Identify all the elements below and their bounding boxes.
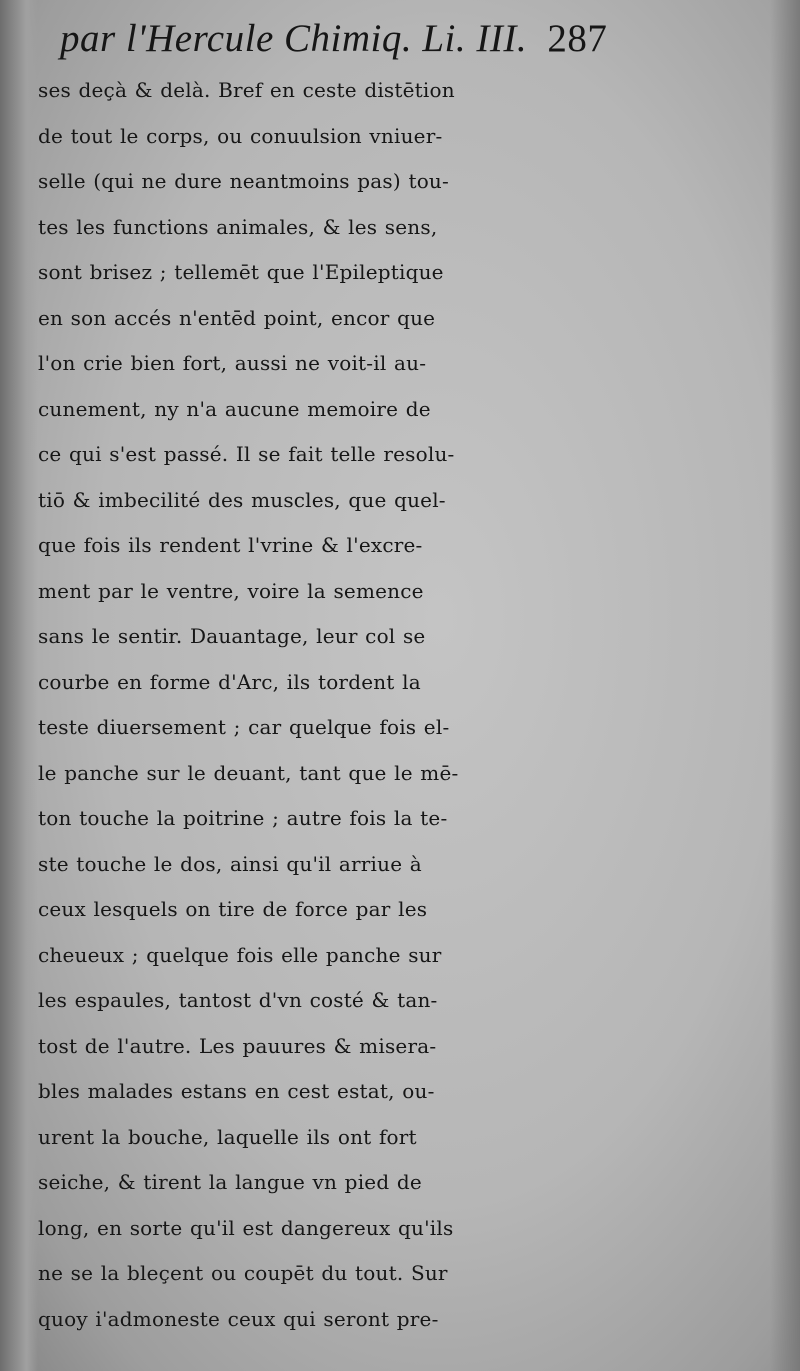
page-edge-shadow-left <box>0 0 38 1371</box>
running-head-title: par l'Hercule Chimiq. Li. III. <box>60 17 528 60</box>
text-line: cheueux ; quelque fois elle panche sur <box>38 942 442 967</box>
text-line: courbe en forme d'Arc, ils tordent la <box>38 669 421 694</box>
text-line: ses deçà & delà. Bref en ceste distētion <box>38 78 455 102</box>
running-head <box>60 14 640 64</box>
text-line: de tout le corps, ou conuulsion vniuer- <box>38 123 443 148</box>
text-line: long, en sorte qu'il est dangereux qu'ils <box>38 1215 454 1240</box>
text-line: ceux lesquels on tire de force par les <box>38 897 428 921</box>
text-line: cunement, ny n'a aucune memoire de <box>38 396 431 421</box>
text-line: en son accés n'entēd point, encor que <box>38 305 436 330</box>
page-number: 287 <box>547 17 608 60</box>
text-line: ce qui s'est passé. Il se fait telle resolu- <box>38 442 455 466</box>
text-line: bles malades estans en cest estat, ou- <box>38 1079 435 1103</box>
text-line: ste touche le dos, ainsi qu'il arriue à <box>38 851 422 876</box>
text-line: ton touche la poitrine ; autre fois la te- <box>38 806 448 830</box>
text-line: urent la bouche, laquelle ils ont fort <box>38 1124 417 1149</box>
text-line: tost de l'autre. Les pauures & misera- <box>38 1033 437 1058</box>
body-text <box>38 68 648 1342</box>
text-line: quoy i'admoneste ceux qui seront pre- <box>38 1306 439 1331</box>
text-line: sont brisez ; tellemēt que l'Epileptique <box>38 260 444 284</box>
text-line: le panche sur le deuant, tant que le mē- <box>38 760 459 785</box>
text-line: teste diuersement ; car quelque fois el- <box>38 715 450 739</box>
text-line: selle (qui ne dure neantmoins pas) tou- <box>38 169 449 193</box>
text-line: tes les functions animales, & les sens, <box>38 214 438 239</box>
text-line: l'on crie bien fort, aussi ne voit-il au- <box>38 351 427 375</box>
text-line: sans le sentir. Dauantage, leur col se <box>38 624 426 648</box>
text-line: ne se la bleçent ou coupēt du tout. Sur <box>38 1261 448 1285</box>
text-line: les espaules, tantost d'vn costé & tan- <box>38 988 438 1012</box>
text-line: ment par le ventre, voire la semence <box>38 578 424 603</box>
text-line: seiche, & tirent la langue vn pied de <box>38 1170 422 1194</box>
text-line: tiō & imbecilité des muscles, que quel- <box>38 487 446 512</box>
text-line: que fois ils rendent l'vrine & l'excre- <box>38 533 423 557</box>
page-edge-shadow-right <box>770 0 800 1371</box>
